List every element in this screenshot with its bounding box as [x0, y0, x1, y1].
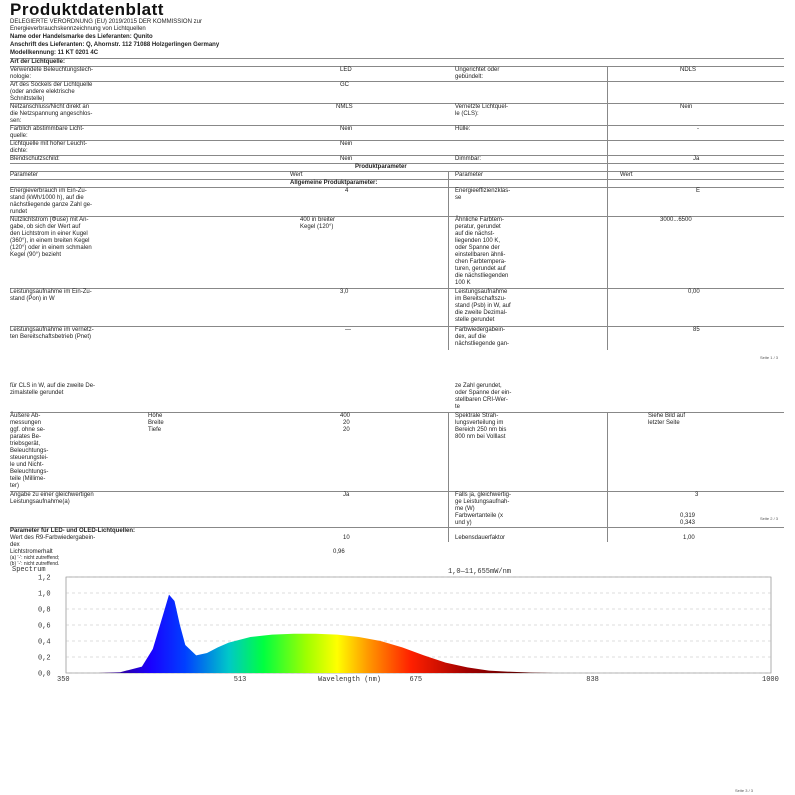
column-divider	[448, 171, 449, 350]
dim-depth-value: 20	[343, 427, 350, 433]
dim-height-value: 400	[340, 413, 351, 419]
row-directional-value: NDLS	[680, 67, 697, 73]
chart-subtitle: 1,0—11,655mW/nm	[448, 568, 512, 576]
divider	[10, 326, 784, 327]
product-params-heading: Produktparameter	[355, 164, 407, 170]
row-dimmable-value: Ja	[693, 156, 700, 162]
value-header: Wert	[290, 172, 303, 178]
divider	[10, 288, 784, 289]
row-tunable-label: Farblich abstimmbare Licht- quelle:	[10, 126, 85, 139]
dim-width-label: Breite	[148, 420, 164, 426]
onmode-value: 3,0	[340, 289, 349, 295]
maintenance-label: Lichtstromerhalt	[10, 549, 53, 555]
energy-label: Energieverbrauch im Ein-Zu- stand (kWh/1000 h), auf die nächstliegende ganze Zahl ge- rundet	[10, 188, 93, 215]
divider	[10, 155, 784, 156]
cls-continued: für CLS in W, auf die zweite De- zimalstelle gerundet	[10, 383, 96, 396]
supplier-address: Anschrift des Lieferanten: Q, Ahornstr. 112 71088 Holzgerlingen Germany	[10, 42, 220, 48]
survival-value: 1,00	[683, 535, 695, 541]
divider	[10, 171, 784, 172]
x-tick-label: 350	[57, 676, 70, 684]
chart-title: Spectrum	[12, 566, 46, 574]
x-tick-label: 513	[233, 676, 247, 684]
value-header-2: Wert	[620, 172, 633, 178]
y-tick-label: 0,0	[38, 670, 51, 679]
efficiency-class-value: E	[696, 188, 701, 194]
equivalent-power-value: 3	[695, 492, 699, 498]
model-id: Modellkennung: 11 KT 0201 4C	[10, 50, 99, 56]
row-tech-label: Verwendete Beleuchtungstech- nologie:	[10, 67, 94, 80]
row-antiglare-value: Nein	[340, 156, 353, 162]
chromaticity-value: 0,319 0,343	[680, 513, 696, 526]
divider	[10, 179, 784, 180]
column-divider	[607, 412, 608, 542]
x-tick-label: 1000	[762, 676, 779, 684]
chromaticity-label: Farbwertanteile (x und y)	[455, 513, 504, 526]
supplier-name: Name oder Handelsmarke des Lieferanten: Qunito	[10, 34, 153, 40]
y-tick-label: 0,4	[38, 638, 51, 647]
section-light-source-type: Art der Lichtquelle:	[10, 59, 66, 65]
x-axis-label: Wavelength (nm)	[318, 676, 382, 684]
page-number: Seite 1 / 3	[760, 355, 779, 360]
energy-value: 4	[345, 188, 349, 194]
spectral-value: Siehe Bild auf letzter Seite	[648, 413, 686, 426]
param-header: Parameter	[10, 172, 39, 178]
row-tunable-value: Nein	[340, 126, 353, 132]
divider	[10, 125, 784, 126]
row-luminance-label: Lichtquelle mit hoher Leucht- dichte:	[10, 141, 88, 154]
networked-label: Leistungsaufnahme im vernetz- ten Bereitschaftsbetrieb (Pnet)	[10, 327, 94, 340]
networked-value: —	[345, 327, 351, 333]
r9-value: 10	[343, 535, 350, 541]
row-envelope-label: Hülle:	[455, 126, 471, 132]
survival-label: Lebensdauerfaktor	[455, 535, 506, 541]
standby-value: 0,00	[688, 289, 700, 295]
row-cls-value: Nein	[680, 104, 693, 110]
row-dimmable-label: Dimmbar:	[455, 156, 482, 162]
page-number: Seite 3 / 3	[735, 788, 754, 793]
spectral-label: Spektrale Strah- lungsverteilung im Bereich 250 nm bis 800 nm bei Volllast	[455, 413, 507, 440]
footnote-a: (a) '-': nicht zutreffend;	[10, 555, 60, 561]
cct-label: Ähnliche Farbtem- peratur, gerundet auf die nächst- liegenden 100 K, oder Spanne der einstellbaren ähnli- chen Farbtempera- turen, gerundet auf die nächstliegenden 100 K	[455, 217, 509, 286]
row-antiglare-label: Blendschutzschild:	[10, 156, 60, 162]
divider	[10, 58, 784, 59]
row-luminance-value: Nein	[340, 141, 353, 147]
row-directional-label: Ungerichtet oder gebündelt:	[455, 67, 500, 80]
cri-continued: ze Zahl gerundet, oder Spanne der ein- stellbaren CRI-Wer- te	[455, 383, 512, 410]
row-envelope-value: -	[697, 126, 699, 132]
divider	[10, 491, 784, 492]
r9-label: Wert des R9-Farbwiedergabein- dex	[10, 535, 96, 548]
row-cap-label: Art des Sockels der Lichtquelle (oder andere elektrische Schnittstelle)	[10, 82, 93, 102]
divider	[10, 140, 784, 141]
y-tick-label: 0,8	[38, 606, 51, 615]
x-tick-label: 675	[409, 676, 423, 684]
dim-width-value: 20	[343, 420, 350, 426]
equivalent-power-label: Falls ja, gleichwertig- ge Leistungsaufnah- me (W)	[455, 492, 512, 512]
y-tick-label: 1,2	[38, 574, 51, 583]
y-tick-label: 0,2	[38, 654, 51, 663]
y-tick-label: 0,6	[38, 622, 51, 631]
column-divider	[607, 66, 608, 350]
page-title: Produktdatenblatt	[10, 0, 164, 19]
cct-value: 3000...6500	[660, 217, 692, 223]
equivalent-value: Ja	[343, 492, 350, 498]
efficiency-class-label: Energieeffizienzklas- se	[455, 188, 511, 201]
flux-label: Nutzlichtstrom (Φuse) mit An- gabe, ob sich der Wert auf den Lichtstrom in einer Kugel (360°), in einem breiten Kegel (120°) oder in einem schmalen Kegel (90°) bezieht	[10, 217, 92, 258]
row-mains-value: NMLS	[336, 104, 353, 110]
regulation-line-1: DELEGIERTE VERORDNUNG (EU) 2019/2015 DER KOMMISSION zur	[10, 19, 202, 25]
row-tech-value: LED	[340, 67, 352, 73]
page-number: Seite 2 / 3	[760, 516, 779, 521]
cri-label: Farbwiedergabein- dex, auf die nächstliegende gan-	[455, 327, 510, 347]
divider	[10, 81, 784, 82]
divider	[10, 103, 784, 104]
x-tick-label: 838	[586, 676, 599, 684]
spectrum-chart	[8, 563, 788, 688]
divider	[10, 66, 784, 67]
y-tick-label: 1,0	[38, 590, 51, 599]
maintenance-value: 0,96	[333, 549, 345, 555]
dim-depth-label: Tiefe	[148, 427, 162, 433]
cri-value: 85	[693, 327, 700, 333]
standby-label: Leistungsaufnahme im Bereitschaftszu- stand (Psb) in W, auf die zweite Dezimal- stelle gerundet	[455, 289, 511, 323]
onmode-label: Leistungsaufnahme im Ein-Zu- stand (Pon) in W	[10, 289, 92, 302]
column-divider	[448, 412, 449, 542]
row-mains-label: Netzanschluss/Nicht direkt an die Netzspannung angeschlos- sen:	[10, 104, 93, 124]
divider	[10, 187, 784, 188]
general-params-heading: Allgemeine Produktparameter:	[290, 180, 378, 186]
led-params-heading: Parameter für LED- und OLED-Lichtquellen:	[10, 528, 136, 534]
regulation-line-2: Energieverbrauchskennzeichnung von Lichtquellen	[10, 26, 146, 32]
param-header-2: Parameter	[455, 172, 484, 178]
row-cls-label: Vernetzte Lichtquel- le (CLS):	[455, 104, 509, 117]
dimensions-label: Äußere Ab- messungen ggf. ohne se- parates Be- triebsgerät, Beleuchtungs- steuerungstei- le und Nicht- Beleuchtungs- teile (Millime- ter)	[10, 413, 49, 489]
flux-value: 400 in breiter Kegel (120°)	[300, 217, 336, 230]
equivalent-label: Angabe zu einer gleichwertigen Leistungsaufnahme(a)	[10, 492, 94, 505]
dim-height-label: Höhe	[148, 413, 163, 419]
row-cap-value: GC	[340, 82, 349, 88]
footnote-b: (b) '-': nicht zutreffend.	[10, 561, 60, 567]
